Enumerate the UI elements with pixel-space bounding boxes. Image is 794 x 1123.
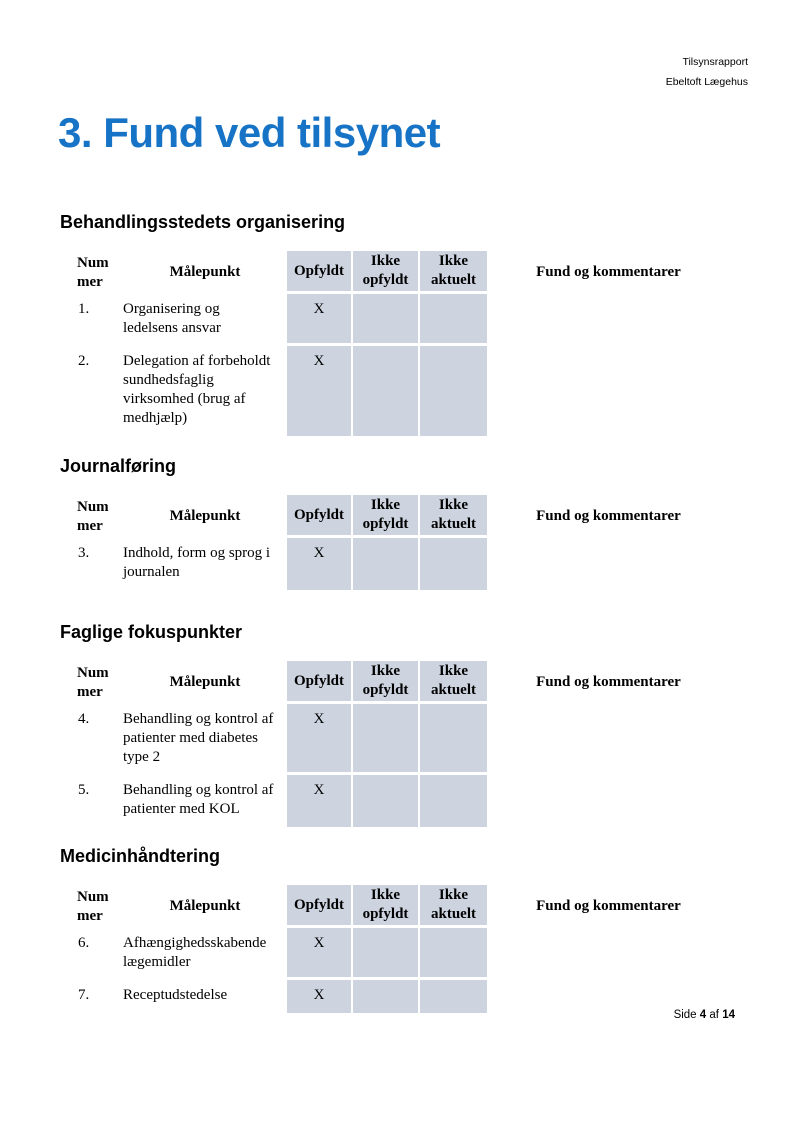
cell-malepunkt: Afhængighedsskabende lægemidler xyxy=(123,935,267,970)
cell-nummer: 2. xyxy=(78,353,90,369)
cell-ikke-opfyldt xyxy=(353,928,420,980)
col-header-nummer: Num mer xyxy=(77,888,109,924)
cell-malepunkt: Organisering og ledelsens ansvar xyxy=(123,301,221,336)
table-row xyxy=(75,704,730,775)
col-header-ikke-opfyldt: Ikke opfyldt xyxy=(353,495,420,538)
cell-ikke-aktuelt xyxy=(420,346,487,436)
cell-nummer: 7. xyxy=(78,987,90,1003)
table-row xyxy=(75,928,730,980)
cell-malepunkt: Receptudstedelse xyxy=(123,987,228,1003)
footer-page-number: 4 xyxy=(699,1009,707,1021)
page-title: 3. Fund ved tilsynet xyxy=(58,109,441,156)
col-header-opfyldt: Opfyldt xyxy=(287,661,353,704)
cell-opfyldt: X xyxy=(287,538,353,590)
footer-side-label: Side xyxy=(673,1009,697,1021)
cell-ikke-opfyldt xyxy=(353,980,420,1013)
cell-malepunkt: Delegation af forbeholdt sundhedsfaglig virksomhed (brug af medhjælp) xyxy=(123,353,271,426)
table-body xyxy=(75,928,730,1013)
cell-ikke-opfyldt xyxy=(353,294,420,346)
cell-fund xyxy=(487,775,730,827)
cell-fund xyxy=(487,294,730,346)
col-header-opfyldt: Opfyldt xyxy=(287,495,353,538)
table-row xyxy=(75,346,730,436)
table-row xyxy=(75,294,730,346)
section-heading: Behandlingsstedets organisering xyxy=(60,212,346,232)
cell-ikke-aktuelt xyxy=(420,294,487,346)
table-body xyxy=(75,294,730,436)
col-header-malepunkt: Målepunkt xyxy=(169,674,241,690)
col-header-ikke-aktuelt: Ikke aktuelt xyxy=(420,661,487,704)
section-heading: Faglige fokuspunkter xyxy=(60,622,243,642)
cell-opfyldt: X xyxy=(287,928,353,980)
cell-fund xyxy=(487,538,730,590)
col-header-nummer: Num mer xyxy=(77,498,109,534)
table-row xyxy=(75,538,730,590)
header-clinic-name: Ebeltoft Lægehus xyxy=(665,76,748,88)
cell-opfyldt: X xyxy=(287,294,353,346)
cell-fund xyxy=(487,346,730,436)
table-header-row xyxy=(75,251,730,294)
col-header-fund: Fund og kommentarer xyxy=(536,508,681,524)
findings-section xyxy=(60,456,732,590)
table-body xyxy=(75,704,730,827)
cell-nummer: 6. xyxy=(78,935,90,951)
col-header-nummer: Num mer xyxy=(77,664,109,700)
cell-ikke-aktuelt xyxy=(420,928,487,980)
findings-section xyxy=(60,622,732,827)
cell-opfyldt: X xyxy=(287,704,353,775)
cell-ikke-aktuelt xyxy=(420,775,487,827)
col-header-ikke-opfyldt: Ikke opfyldt xyxy=(353,251,420,294)
cell-nummer: 3. xyxy=(78,545,90,561)
cell-ikke-opfyldt xyxy=(353,538,420,590)
findings-section xyxy=(60,846,732,1013)
footer-total-pages: 14 xyxy=(722,1009,735,1021)
col-header-fund: Fund og kommentarer xyxy=(536,898,681,914)
cell-nummer: 1. xyxy=(78,301,90,317)
col-header-malepunkt: Målepunkt xyxy=(169,508,241,524)
col-header-opfyldt: Opfyldt xyxy=(287,251,353,294)
col-header-nummer: Num mer xyxy=(77,254,109,290)
table-header-row xyxy=(75,661,730,704)
cell-ikke-opfyldt xyxy=(353,346,420,436)
cell-fund xyxy=(487,928,730,980)
measure-points-table xyxy=(75,661,730,827)
measure-points-table xyxy=(75,885,730,1013)
cell-opfyldt: X xyxy=(287,346,353,436)
cell-fund xyxy=(487,704,730,775)
col-header-ikke-aktuelt: Ikke aktuelt xyxy=(420,495,487,538)
table-row xyxy=(75,980,730,1013)
col-header-ikke-aktuelt: Ikke aktuelt xyxy=(420,885,487,928)
cell-ikke-aktuelt xyxy=(420,704,487,775)
table-row xyxy=(75,775,730,827)
cell-nummer: 5. xyxy=(78,782,90,798)
section-heading: Journalføring xyxy=(60,456,176,476)
col-header-ikke-opfyldt: Ikke opfyldt xyxy=(353,661,420,704)
measure-points-table xyxy=(75,251,730,436)
col-header-malepunkt: Målepunkt xyxy=(169,898,241,914)
footer-af-label: af xyxy=(709,1009,719,1021)
cell-opfyldt: X xyxy=(287,980,353,1013)
col-header-ikke-opfyldt: Ikke opfyldt xyxy=(353,885,420,928)
table-header-row xyxy=(75,885,730,928)
table-body xyxy=(75,538,730,590)
cell-malepunkt: Behandling og kontrol af patienter med diabetes type 2 xyxy=(123,711,274,765)
page-footer xyxy=(674,1009,735,1021)
col-header-fund: Fund og kommentarer xyxy=(536,264,681,280)
findings-section xyxy=(60,212,732,436)
document-header xyxy=(666,52,748,92)
cell-ikke-aktuelt xyxy=(420,538,487,590)
table-header-row xyxy=(75,495,730,538)
cell-malepunkt: Behandling og kontrol af patienter med KOL xyxy=(123,782,274,817)
cell-opfyldt: X xyxy=(287,775,353,827)
cell-ikke-opfyldt xyxy=(353,704,420,775)
col-header-opfyldt: Opfyldt xyxy=(287,885,353,928)
measure-points-table xyxy=(75,495,730,590)
cell-ikke-opfyldt xyxy=(353,775,420,827)
col-header-ikke-aktuelt: Ikke aktuelt xyxy=(420,251,487,294)
cell-nummer: 4. xyxy=(78,711,90,727)
cell-malepunkt: Indhold, form og sprog i journalen xyxy=(123,545,271,580)
cell-ikke-aktuelt xyxy=(420,980,487,1013)
header-report-type: Tilsynsrapport xyxy=(682,56,748,68)
col-header-fund: Fund og kommentarer xyxy=(536,674,681,690)
section-heading: Medicinhåndtering xyxy=(60,846,221,866)
col-header-malepunkt: Målepunkt xyxy=(169,264,241,280)
